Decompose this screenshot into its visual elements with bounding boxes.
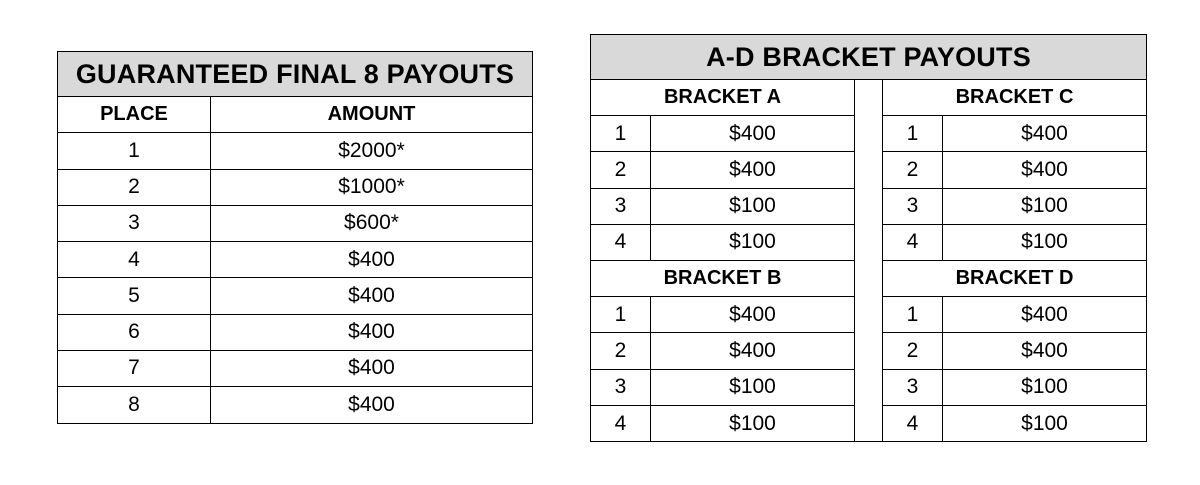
table-row (591, 189, 854, 225)
amount-cell: $2000* (338, 138, 405, 162)
header-row (58, 97, 532, 133)
place-cell: 8 (58, 387, 211, 423)
place-cell: 4 (883, 406, 943, 442)
table-row (58, 315, 532, 351)
table-row (591, 406, 854, 442)
table-row (591, 333, 854, 369)
table-row (58, 242, 532, 278)
table-row (883, 116, 1146, 152)
amount-cell: $100 (1021, 230, 1068, 254)
table-row (883, 297, 1146, 333)
bracket-a-header: BRACKET A (591, 80, 854, 116)
amount-cell: $100 (1021, 411, 1068, 435)
place-cell: 3 (591, 189, 651, 224)
amount-cell: $600* (344, 211, 399, 235)
bracket-payouts-table (590, 34, 1147, 442)
place-cell: 1 (883, 297, 943, 332)
place-cell: 2 (591, 333, 651, 368)
amount-cell: $400 (1021, 302, 1068, 326)
amount-cell: $400 (729, 157, 776, 181)
amount-cell: $400 (729, 121, 776, 145)
table-row (58, 170, 532, 206)
place-cell: 1 (883, 116, 943, 151)
amount-cell: $400 (1021, 157, 1068, 181)
amount-cell: $400 (1021, 121, 1068, 145)
place-cell: 2 (591, 152, 651, 187)
amount-cell: $100 (1021, 375, 1068, 399)
table-row (591, 370, 854, 406)
amount-cell: $100 (1021, 194, 1068, 218)
column-divider (854, 80, 883, 442)
amount-cell: $400 (348, 247, 395, 271)
amount-header: AMOUNT (327, 103, 416, 126)
amount-cell: $400 (729, 338, 776, 362)
final-8-rows (58, 97, 532, 423)
bracket-payouts-title: A-D BRACKET PAYOUTS (591, 35, 1146, 80)
table-row (883, 370, 1146, 406)
amount-cell: $400 (1021, 338, 1068, 362)
place-cell: 4 (591, 406, 651, 442)
place-cell: 3 (58, 206, 211, 241)
place-cell: 2 (58, 170, 211, 205)
table-row (883, 333, 1146, 369)
amount-cell: $100 (729, 194, 776, 218)
amount-cell: $400 (348, 393, 395, 417)
place-cell: 4 (58, 242, 211, 277)
place-cell: 1 (591, 116, 651, 151)
table-row (591, 297, 854, 333)
amount-cell: $400 (348, 283, 395, 307)
bracket-d-header: BRACKET D (883, 261, 1146, 297)
amount-cell: $400 (729, 302, 776, 326)
place-cell: 7 (58, 351, 211, 386)
amount-cell: $400 (348, 320, 395, 344)
place-cell: 1 (58, 133, 211, 168)
amount-cell: $1000* (338, 175, 405, 199)
bracket-column-right (883, 80, 1146, 442)
brackets-grid (591, 80, 1146, 442)
amount-cell: $100 (729, 411, 776, 435)
table-row (591, 152, 854, 188)
place-cell: 1 (591, 297, 651, 332)
bracket-c-header: BRACKET C (883, 80, 1146, 116)
place-cell: 2 (883, 333, 943, 368)
amount-cell: $400 (348, 356, 395, 380)
place-cell: 3 (883, 189, 943, 224)
place-header: PLACE (58, 97, 211, 132)
amount-cell: $100 (729, 230, 776, 254)
bracket-b-header: BRACKET B (591, 261, 854, 297)
table-row (58, 387, 532, 423)
place-cell: 6 (58, 315, 211, 350)
table-row (883, 406, 1146, 442)
place-cell: 5 (58, 278, 211, 313)
final-8-title: GUARANTEED FINAL 8 PAYOUTS (58, 52, 532, 97)
final-8-payouts-table (57, 51, 533, 424)
place-cell: 3 (591, 370, 651, 405)
place-cell: 2 (883, 152, 943, 187)
table-row (58, 133, 532, 169)
table-row (883, 225, 1146, 261)
table-row (883, 189, 1146, 225)
bracket-column-left (591, 80, 854, 442)
table-row (883, 152, 1146, 188)
table-row (58, 206, 532, 242)
table-row (58, 351, 532, 387)
table-row (591, 225, 854, 261)
place-cell: 4 (883, 225, 943, 260)
table-row (591, 116, 854, 152)
table-row (58, 278, 532, 314)
place-cell: 4 (591, 225, 651, 260)
place-cell: 3 (883, 370, 943, 405)
amount-cell: $100 (729, 375, 776, 399)
